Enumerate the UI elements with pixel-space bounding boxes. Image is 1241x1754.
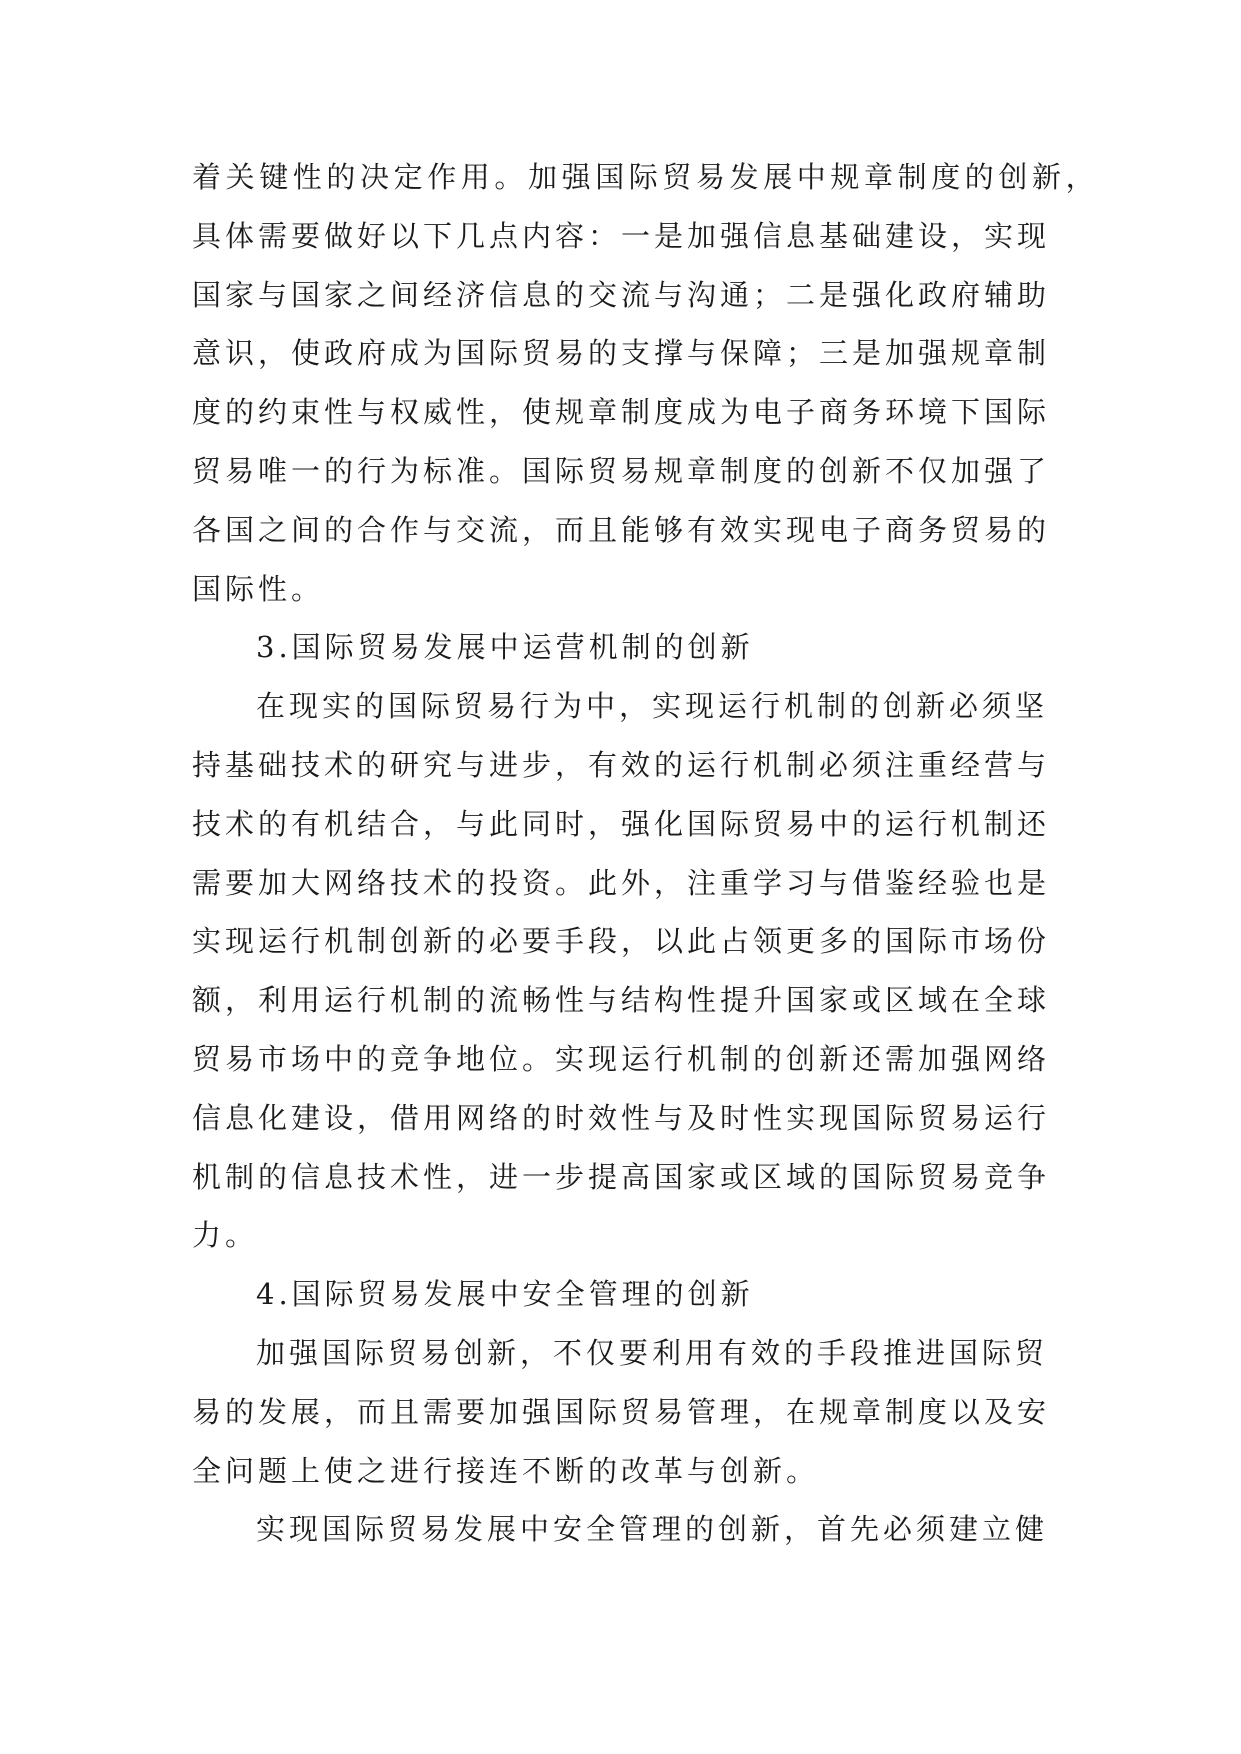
text-line: 国际性。 — [192, 571, 325, 606]
text-line: 国家与国家之间经济信息的交流与沟通；二是强化政府辅助 — [192, 277, 1051, 312]
section-heading-3: 3.国际贸易发展中运营机制的创新 — [256, 630, 754, 665]
text-line: 实现运行机制创新的必要手段，以此占领更多的国际市场份 — [192, 924, 1051, 959]
text-line: 意识，使政府成为国际贸易的支撑与保障；三是加强规章制 — [192, 336, 1051, 371]
text-line: 全问题上使之进行接连不断的改革与创新。 — [192, 1453, 820, 1488]
text-line: 实现国际贸易发展中安全管理的创新，首先必须建立健 — [256, 1512, 1049, 1547]
text-line: 在现实的国际贸易行为中，实现运行机制的创新必须坚 — [256, 689, 1049, 724]
text-line: 额，利用运行机制的流畅性与结构性提升国家或区域在全球 — [192, 983, 1051, 1018]
text-line: 易的发展，而且需要加强国际贸易管理，在规章制度以及安 — [192, 1394, 1051, 1429]
text-line: 贸易市场中的竞争地位。实现运行机制的创新还需加强网络 — [192, 1041, 1051, 1076]
text-line: 持基础技术的研究与进步，有效的运行机制必须注重经营与 — [192, 747, 1051, 782]
text-line: 度的约束性与权威性，使规章制度成为电子商务环境下国际 — [192, 395, 1051, 430]
text-line: 各国之间的合作与交流，而且能够有效实现电子商务贸易的 — [192, 512, 1051, 547]
body-text — [192, 148, 1100, 1559]
text-line: 具体需要做好以下几点内容：一是加强信息基础建设，实现 — [192, 218, 1051, 253]
text-line: 需要加大网络技术的投资。此外，注重学习与借鉴经验也是 — [192, 865, 1051, 900]
text-line: 机制的信息技术性，进一步提高国家或区域的国际贸易竞争 — [192, 1159, 1051, 1194]
text-line: 着关键性的决定作用。加强国际贸易发展中规章制度的创新， — [192, 160, 1100, 194]
text-line: 技术的有机结合，与此同时，强化国际贸易中的运行机制还 — [192, 806, 1051, 841]
text-line: 力。 — [192, 1218, 259, 1253]
text-line: 贸易唯一的行为标准。国际贸易规章制度的创新不仅加强了 — [192, 453, 1051, 488]
section-heading-4: 4.国际贸易发展中安全管理的创新 — [256, 1277, 754, 1312]
text-line: 信息化建设，借用网络的时效性与及时性实现国际贸易运行 — [192, 1100, 1051, 1135]
text-line: 加强国际贸易创新，不仅要利用有效的手段推进国际贸 — [256, 1335, 1049, 1370]
